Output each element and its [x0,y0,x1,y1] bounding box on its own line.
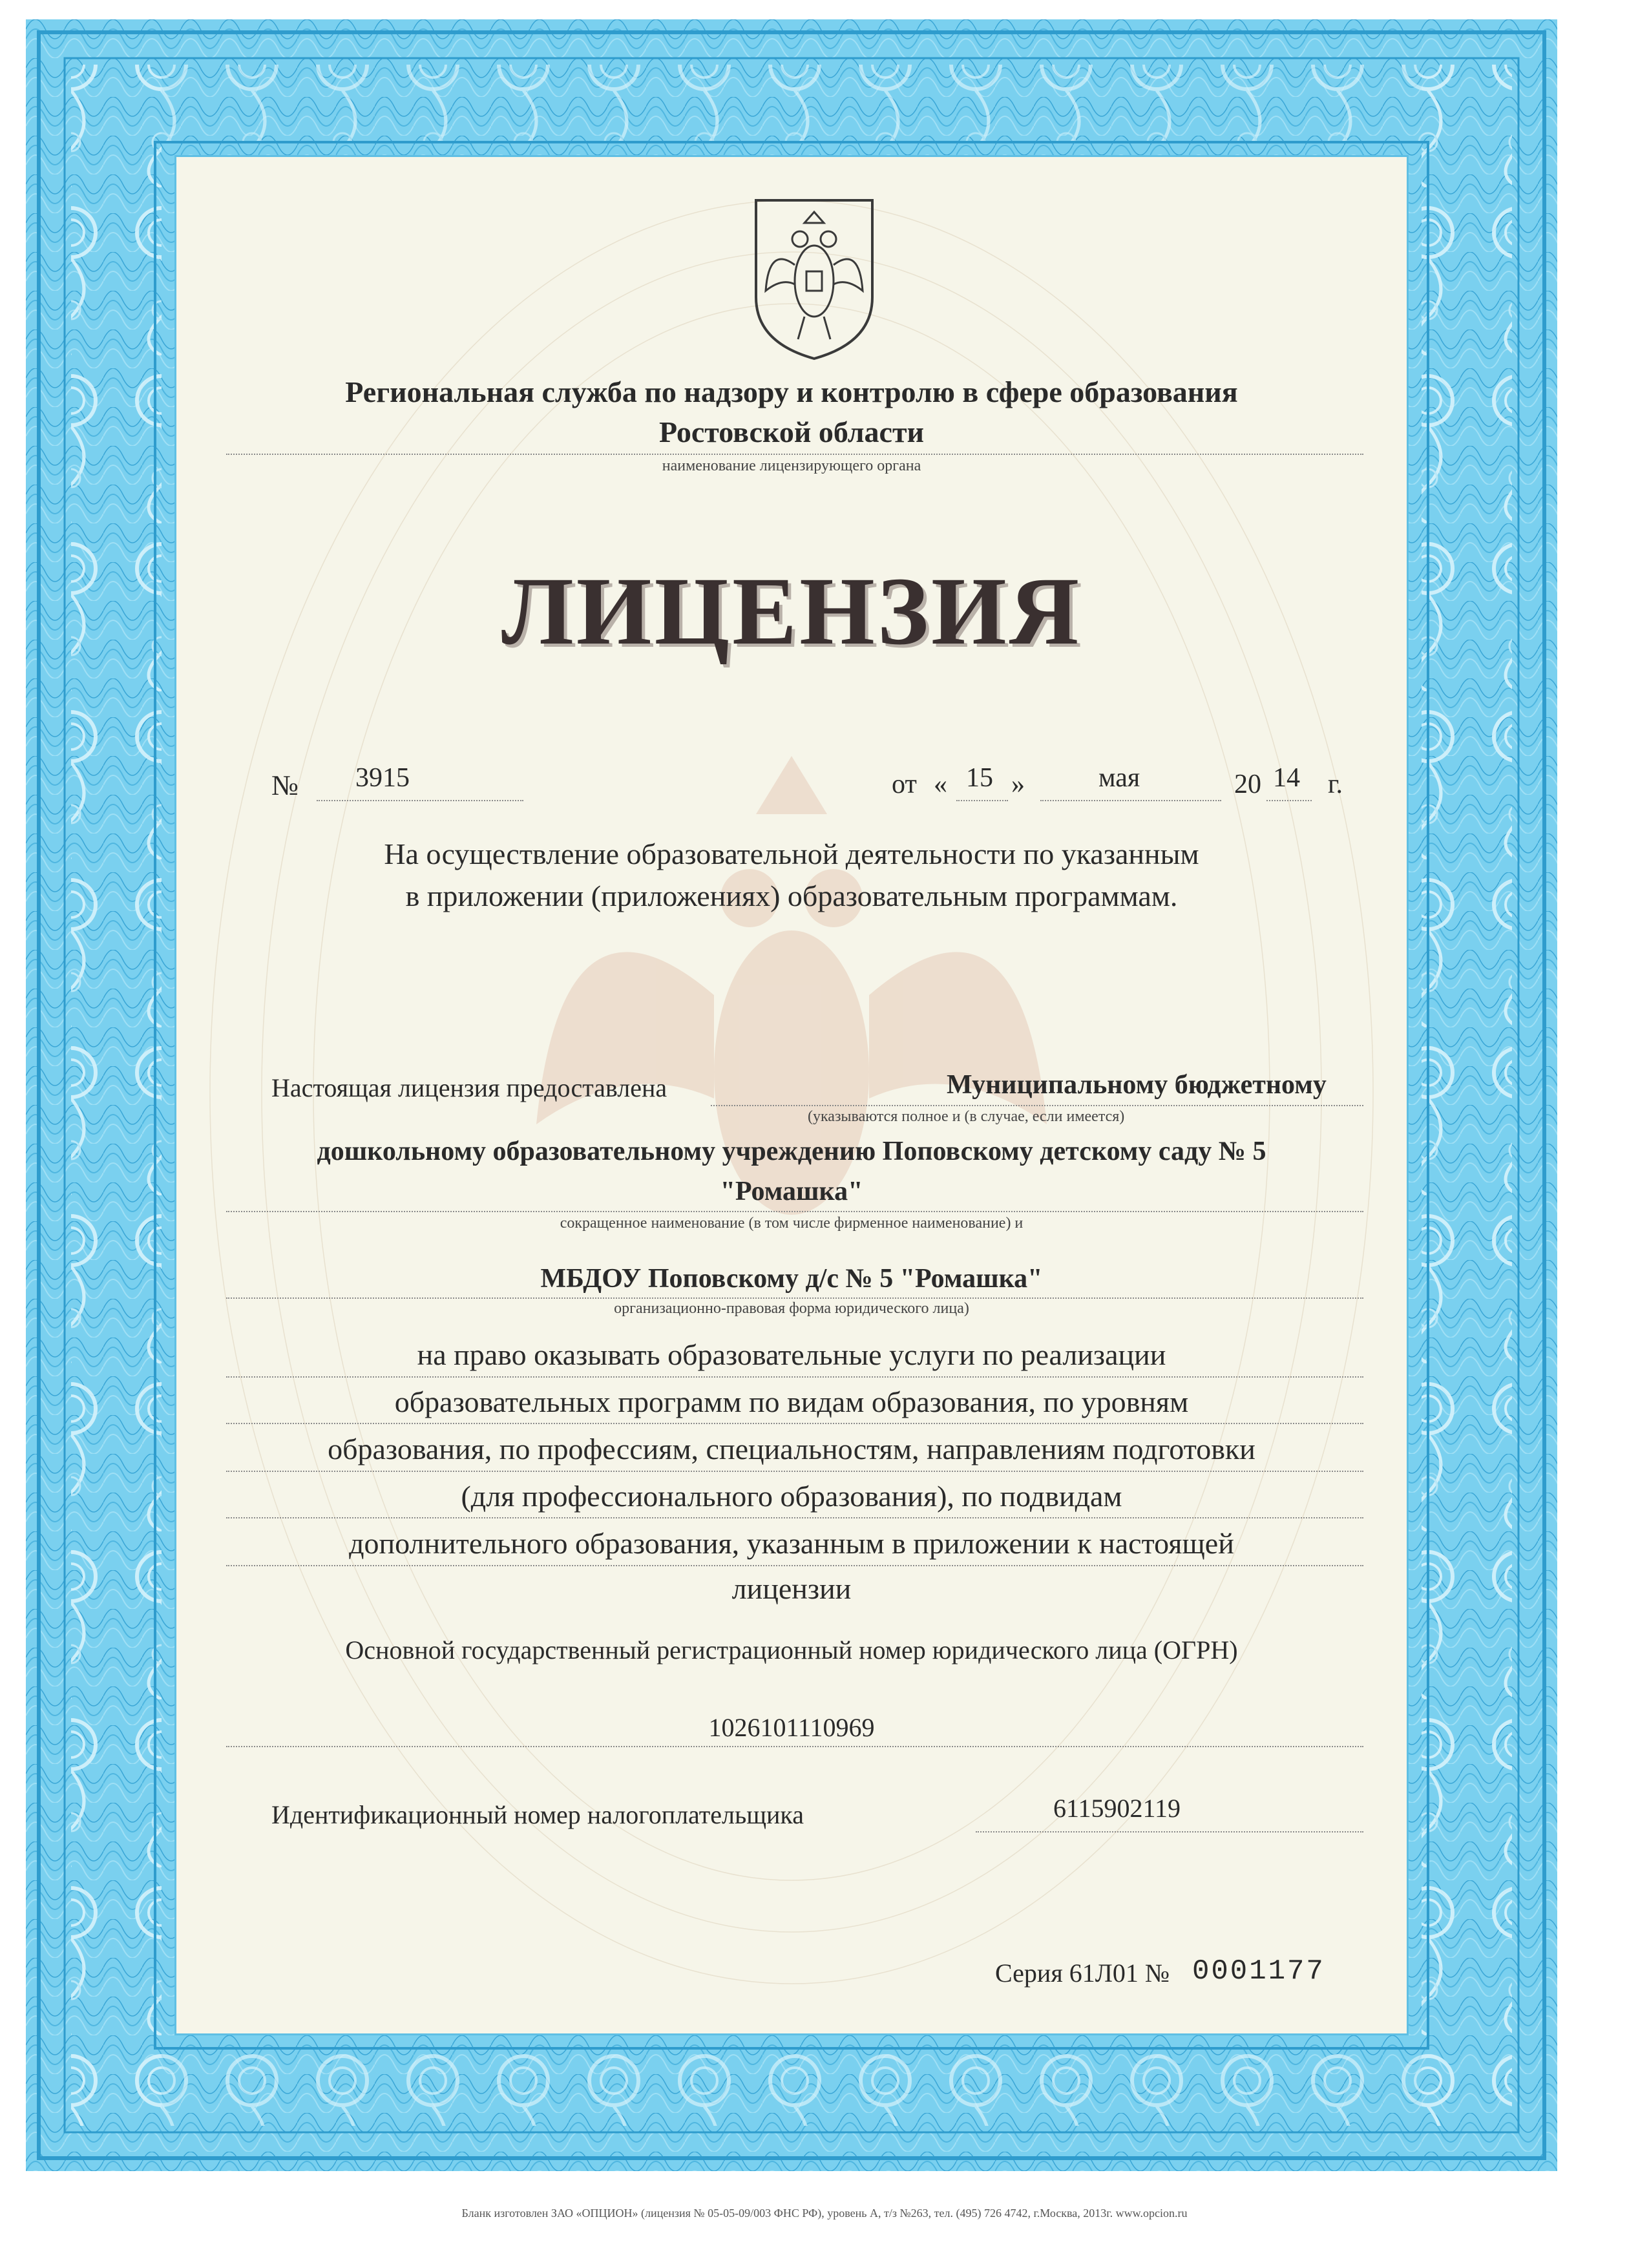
ogrn-label: Основной государственный регистрационный номер юридического лица (ОГРН) [345,1635,1238,1664]
inn-label: Идентификационный номер налогоплательщика [271,1800,804,1829]
divider [976,1831,1363,1832]
divider [226,1746,1363,1747]
authority-caption: наименование лицензирующего органа [662,457,921,474]
divider [317,800,523,801]
licensee-caption-full-name: (указываются полное и (в случае, если имеется) [808,1108,1125,1125]
series-number: 0001177 [1192,1955,1325,1988]
right-line4: (для профессионального образования), по подвидам [461,1480,1122,1513]
licensee-name-line1: Муниципальному бюджетному [947,1070,1327,1100]
right-line6: лицензии [731,1572,852,1605]
license-number-label: № [271,770,299,801]
divider [226,1211,1363,1212]
divider [226,1517,1363,1518]
license-number-value: 3915 [355,763,410,793]
ogrn-value: 1026101110969 [708,1713,875,1742]
right-line5: дополнительного образования, указанным в приложении к настоящей [349,1527,1234,1560]
licensee-name-line3: "Ромашка" [720,1177,863,1206]
divider [226,1297,1363,1299]
date-month: мая [1098,763,1140,793]
date-year-prefix: 20 [1234,770,1261,799]
divider [226,454,1363,455]
license-body [174,155,1409,2035]
divider [226,1565,1363,1566]
license-form-sheet [26,19,1557,2171]
date-prefix: от [892,770,917,799]
purpose-line1: На осуществление образовательной деятельности по указанным [384,837,1199,870]
licensee-caption-legal-form: организационно-правовая форма юридического лица) [614,1300,969,1317]
date-open-quote: « [934,770,947,799]
licensee-caption-short-name: сокращенное наименование (в том числе фирменное наименование) и [560,1215,1024,1232]
right-line1: на право оказывать образовательные услуги по реализации [417,1338,1166,1371]
divider [226,1423,1363,1424]
divider [1266,800,1312,801]
right-line2: образовательных программ по видам образования, по уровням [394,1385,1189,1418]
granted-to-label: Настоящая лицензия предоставлена [271,1073,667,1102]
inn-value: 6115902119 [1053,1794,1181,1823]
divider [956,800,1008,801]
purpose-line2: в приложении (приложениях) образовательным программам. [405,879,1178,912]
series-label: Серия 61Л01 № [995,1958,1170,1988]
authority-name-line2: Ростовской области [658,415,925,448]
divider [226,1471,1363,1472]
licensee-name-line2: дошкольному образовательному учреждению Поповскому детскому саду № 5 [317,1137,1266,1166]
printer-footer: Бланк изготовлен ЗАО «ОПЦИОН» (лицензия № 05-05-09/003 ФНС РФ), уровень А, т/з №263, тел. (495) 726 4742, г.Москва, 2013г. www.opcion.ru [461,2207,1188,2220]
authority-name-line1: Региональная служба по надзору и контролю в сфере образования [345,375,1238,408]
divider [226,1376,1363,1378]
document-title: ЛИЦЕНЗИЯ [501,558,1082,665]
licensee-short-name: МБДОУ Поповскому д/с № 5 "Ромашка" [540,1264,1043,1294]
divider [1040,800,1221,801]
date-day: 15 [966,763,993,793]
date-year-suffix: 14 [1273,763,1300,793]
coat-of-arms-icon [743,194,885,362]
date-close-quote: » [1011,770,1025,799]
right-line3: образования, по профессиям, специальностям, направлениям подготовки [328,1433,1255,1465]
date-suffix: г. [1328,770,1343,799]
divider [711,1105,1363,1106]
